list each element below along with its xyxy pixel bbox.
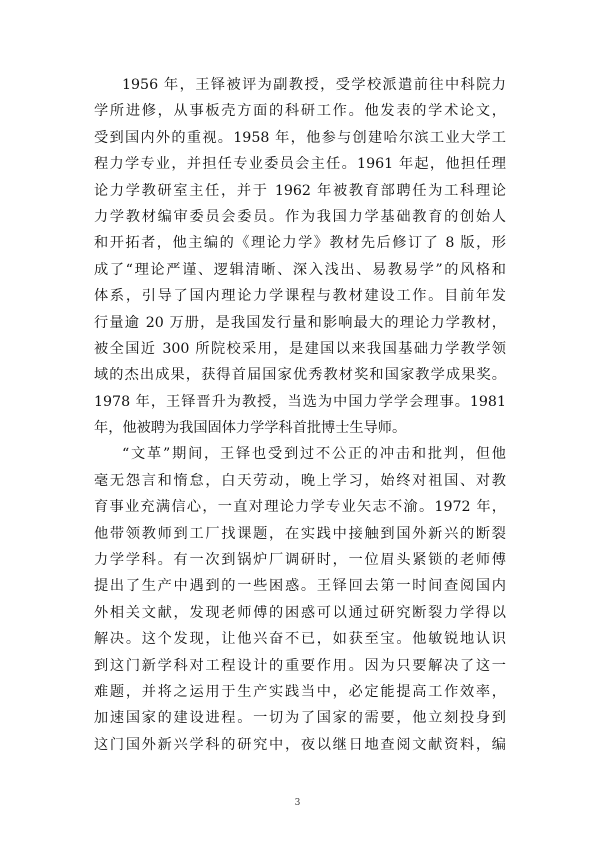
text-line: “文革”期间，王铎也受到过不公正的冲击和批判，但他: [122, 446, 506, 463]
text-line: 1956 年，王铎被评为副教授，受学校派遣前往中科院力: [122, 77, 506, 93]
text-line: 和开拓者，他主编的《理论力学》教材先后修订了 8 版，形: [94, 235, 506, 252]
body-text: [94, 72, 506, 758]
text-line: 外相关文献，发现老师傅的困惑可以通过研究断裂力学得以: [94, 604, 506, 621]
text-line: 他带领教师到工厂找课题，在实践中接触到国外新兴的断裂: [94, 525, 506, 542]
text-line: 到这门新学科对工程设计的重要作用。因为只要解决了这一: [94, 657, 506, 674]
text-line: 1978 年，王铎晋升为教授，当选为中国力学学会理事。1981: [94, 393, 506, 410]
text-line: 成了“理论严谨、逻辑清晰、深入浅出、易教易学”的风格和: [94, 261, 506, 278]
text-line: 学所进修，从事板壳方面的科研工作。他发表的学术论文，: [94, 103, 506, 120]
text-line: 这门国外新兴学科的研究中，夜以继日地查阅文献资料，编: [94, 736, 506, 753]
text-line: 毫无怨言和惰怠，白天劳动，晚上学习，始终对祖国、对教: [94, 472, 506, 489]
text-line: 行量逾 20 万册，是我国发行量和影响最大的理论力学教材，: [94, 314, 506, 331]
text-line: 提出了生产中遇到的一些困惑。王铎回去第一时间查阅国内: [94, 578, 506, 595]
text-line: 难题，并将之运用于生产实践当中，必定能提高工作效率，: [94, 683, 506, 700]
text-line: 被全国近 300 所院校采用，是建国以来我国基础力学教学领: [94, 340, 506, 357]
text-line: 论力学教研室主任，并于 1962 年被教育部聘任为工科理论: [94, 182, 506, 199]
text-line: 力学教材编审委员会委员。作为我国力学基础教育的创始人: [94, 208, 506, 225]
paragraph-2: [94, 441, 506, 758]
text-line: 育事业充满信心，一直对理论力学专业矢志不渝。1972 年，: [94, 499, 506, 516]
text-line: 力学学科。有一次到锅炉厂调研时，一位眉头紧锁的老师傅: [94, 552, 506, 569]
text-line: 受到国内外的重视。1958 年，他参与创建哈尔滨工业大学工: [94, 129, 506, 146]
page-number: 3: [294, 798, 301, 808]
text-line: 加速国家的建设进程。一切为了国家的需要，他立刻投身到: [94, 710, 506, 727]
paragraph-1: [94, 72, 506, 441]
text-line: 年，他被聘为我国固体力学学科首批博士生导师。: [94, 420, 407, 437]
text-line: 程力学专业，并担任专业委员会主任。1961 年起，他担任理: [94, 156, 506, 173]
text-line: 解决。这个发现，让他兴奋不已，如获至宝。他敏锐地认识: [94, 631, 506, 648]
text-line: 域的杰出成果，获得首届国家优秀教材奖和国家教学成果奖。: [94, 367, 506, 384]
text-line: 体系，引导了国内理论力学课程与教材建设工作。目前年发: [94, 288, 506, 305]
